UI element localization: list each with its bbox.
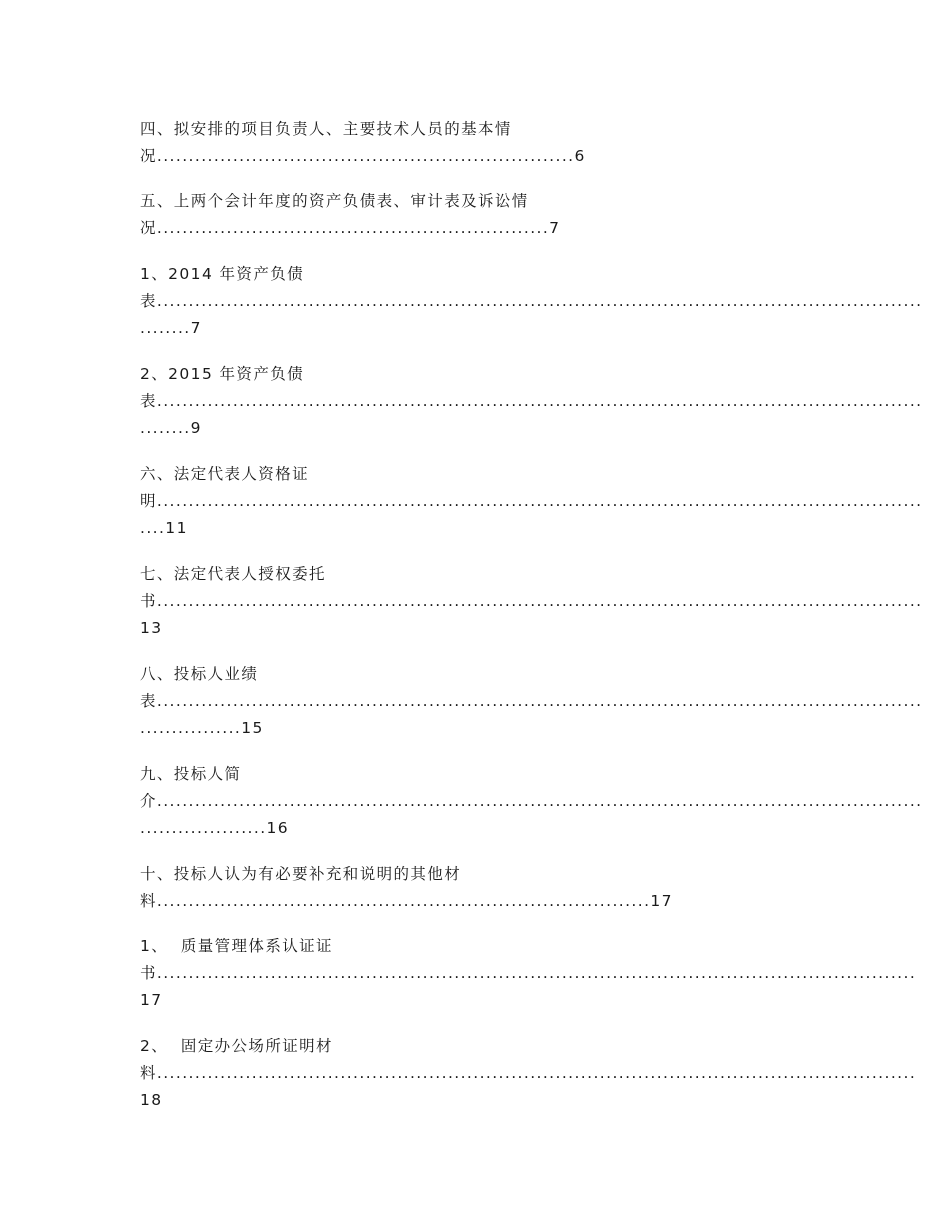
toc-entry-page: ........9 [140,419,202,437]
toc-entry-page: ....................16 [140,819,290,837]
toc-entry-leader: 明......................................................................................................................... [140,492,923,510]
toc-entry-text: 2、 固定办公场所证明材 [140,1037,333,1055]
toc-entry-leader: 表......................................................................................................................... [140,392,923,410]
toc-entry-text: 八、投标人业绩 [140,665,259,683]
toc-entry-10-2[interactable] [140,1033,917,1114]
toc-entry-section-8[interactable] [140,661,923,742]
toc-entry-10-1[interactable] [140,933,917,1014]
toc-entry-page: 17 [140,991,163,1009]
toc-entry-text: 四、拟安排的项目负责人、主要技术人员的基本情 [140,120,512,138]
toc-entry-text: 十、投标人认为有必要补充和说明的其他材 [140,865,462,883]
toc-entry-page: ........7 [140,319,202,337]
toc-entry-text: 七、法定代表人授权委托 [140,565,326,583]
toc-entry-text: 1、 质量管理体系认证证 [140,937,333,955]
toc-entry-text: 六、法定代表人资格证 [140,465,310,483]
toc-entry-page: ................15 [140,719,264,737]
toc-entry-leader: 料........................................................................................................................ [140,1064,917,1082]
toc-entry-leader: 书......................................................................................................................... [140,592,923,610]
toc-entry-5-1[interactable] [140,261,923,342]
toc-entry-section-5[interactable] [140,188,820,242]
toc-entry-section-9[interactable] [140,761,923,842]
toc-entry-page: 13 [140,619,163,637]
toc-entry-section-7[interactable] [140,561,923,642]
toc-entry-leader: 表......................................................................................................................... [140,692,923,710]
toc-entry-text: 2、2015 年资产负债 [140,365,305,383]
toc-entry-page: 18 [140,1091,163,1109]
toc-entry-section-6[interactable] [140,461,923,542]
toc-entry-section-4[interactable] [140,116,820,170]
toc-entry-leader: 表......................................................................................................................... [140,292,923,310]
toc-entry-5-2[interactable] [140,361,923,442]
toc-entry-leader-page: 况..................................................................6 [140,147,586,165]
toc-entry-leader: 书........................................................................................................................ [140,964,917,982]
toc-entry-text: 五、上两个会计年度的资产负债表、审计表及诉讼情 [140,192,529,210]
toc-entry-text: 1、2014 年资产负债 [140,265,305,283]
toc-entry-leader: 介......................................................................................................................... [140,792,923,810]
toc-entry-text: 九、投标人简 [140,765,242,783]
toc-entry-leader-page: 料..............................................................................17 [140,892,673,910]
toc-entry-section-10[interactable] [140,861,820,915]
toc-entry-leader-page: 况..............................................................7 [140,219,561,237]
toc-entry-page: ....11 [140,519,188,537]
